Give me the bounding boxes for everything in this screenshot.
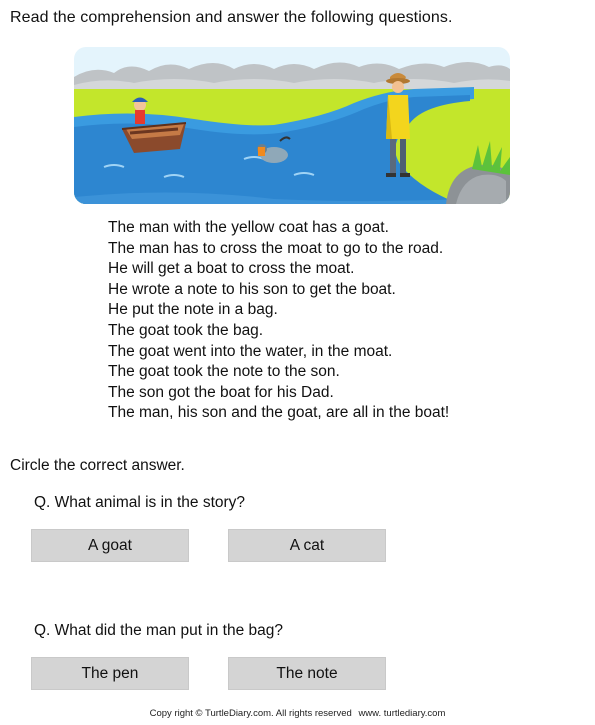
answer-a-cat-button[interactable]: A cat [228,529,386,562]
story-line: He put the note in a bag. [108,301,278,319]
story-text [108,218,449,424]
answer-a-goat-button[interactable]: A goat [31,529,189,562]
copyright-text: Copy right © TurtleDiary.com. All rights reserved [149,708,352,719]
answer-the-note-button[interactable]: The note [228,657,386,690]
story-line: The goat went into the water, in the moat. [108,342,393,360]
river-scene-image [74,47,510,204]
story-illustration [74,47,510,204]
story-line: The goat took the bag. [108,321,264,339]
question-2: Q. What did the man put in the bag? [34,622,284,639]
website-link[interactable]: www. turtlediary.com [358,708,446,719]
story-line: The man, his son and the goat, are all in the boat! [108,404,450,422]
story-line: The man with the yellow coat has a goat. [108,219,389,236]
story-line: The son got the boat for his Dad. [108,383,334,401]
instruction-heading: Read the comprehension and answer the following questions. [10,9,453,26]
answer-the-pen-button[interactable]: The pen [31,657,189,690]
story-line: He will get a boat to cross the moat. [108,260,355,278]
question-1: Q. What animal is in the story? [34,494,246,511]
story-line: He wrote a note to his son to get the boat. [108,280,396,298]
footer [0,708,595,719]
story-line: The goat took the note to the son. [108,363,340,381]
story-line: The man has to cross the moat to go to the road. [108,239,444,257]
circle-prompt: Circle the correct answer. [10,457,185,474]
